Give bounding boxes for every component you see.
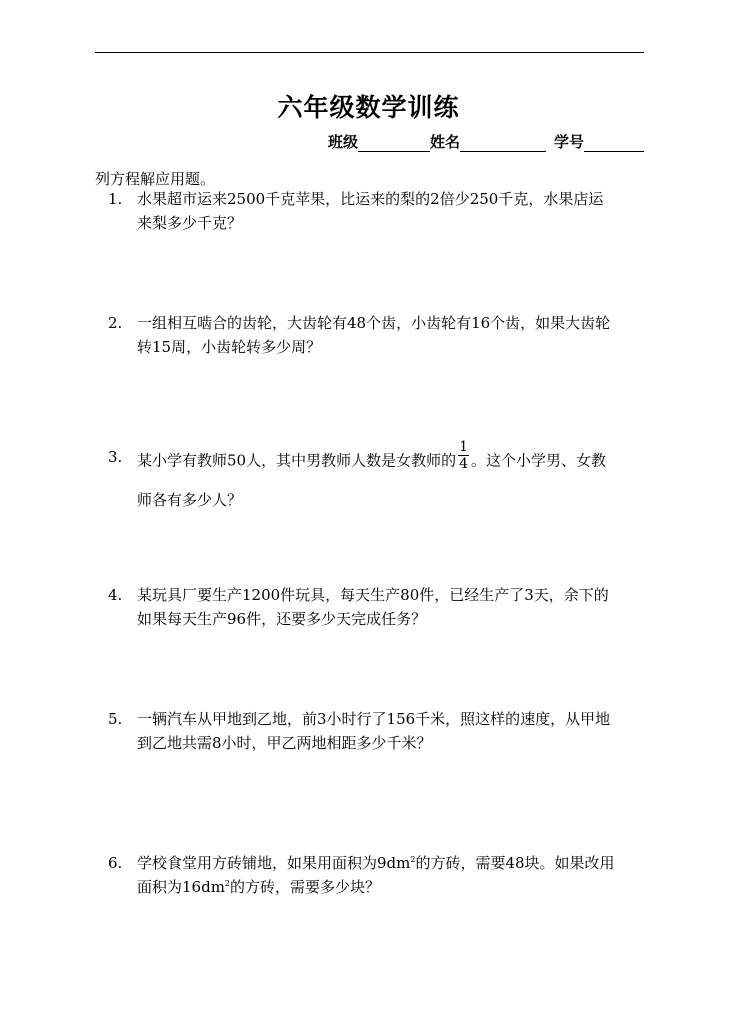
question-5 [108, 707, 648, 755]
superscript: 2 [224, 879, 231, 888]
fraction [458, 439, 469, 472]
question-text-part: 的方砖，需要多少块？ [230, 878, 381, 896]
question-6 [108, 851, 648, 899]
name-blank [460, 135, 546, 152]
class-label: 班级 [328, 133, 359, 151]
class-blank [358, 135, 430, 152]
question-text: 水果超市运来2500千克苹果，比运来的梨的2倍少250千克，水果店运 [137, 190, 604, 208]
question-2 [108, 311, 648, 359]
question-text: 某玩具厂要生产1200件玩具，每天生产80件，已经生产了3天，余下的 [137, 586, 609, 604]
id-label: 学号 [554, 133, 585, 151]
question-text: 一辆汽车从甲地到乙地，前3小时行了156千米，照这样的速度，从甲地 [137, 710, 611, 728]
question-number: 3. [108, 448, 123, 466]
question-text-part: 面积为16dm [137, 878, 225, 896]
question-text: 来梨多少千克？ [137, 214, 243, 232]
question-1 [108, 187, 648, 235]
question-text-part: 学校食堂用方砖铺地，如果用面积为9dm [137, 854, 411, 872]
question-text: 一组相互啮合的齿轮，大齿轮有48个齿，小齿轮有16个齿，如果大齿轮 [137, 314, 611, 332]
question-4 [108, 583, 648, 631]
question-text: 师各有多少人？ [137, 491, 243, 509]
header-rule [95, 52, 644, 53]
question-text [108, 439, 648, 478]
student-info-row [328, 131, 644, 152]
question-3 [108, 439, 648, 512]
question-text [108, 851, 648, 875]
superscript: 2 [410, 855, 416, 864]
question-text-part: 的方砖，需要48块。如果改用 [415, 854, 615, 872]
question-text: 如果每天生产96件，还要多少天完成任务？ [137, 610, 427, 628]
question-text: 到乙地共需8小时，甲乙两地相距多少千米？ [137, 734, 432, 752]
question-number: 1. [108, 190, 123, 208]
instructions: 列方程解应用题。 [95, 170, 216, 188]
name-label: 姓名 [430, 133, 461, 151]
question-number: 5. [108, 710, 123, 728]
question-number: 6. [108, 854, 123, 872]
question-text-part: 某小学有教师50人，其中男教师人数是女教师的 [137, 451, 457, 470]
question-text: 转15周，小齿轮转多少周？ [137, 338, 322, 356]
question-text-part: 。这个小学男、女教 [471, 451, 607, 470]
page-title: 六年级数学训练 [277, 93, 460, 122]
question-number: 2. [108, 314, 123, 332]
id-blank [584, 135, 644, 152]
question-number: 4. [108, 586, 123, 604]
question-text [108, 875, 648, 899]
fraction-denominator: 4 [459, 456, 469, 472]
fraction-numerator: 1 [459, 439, 469, 455]
